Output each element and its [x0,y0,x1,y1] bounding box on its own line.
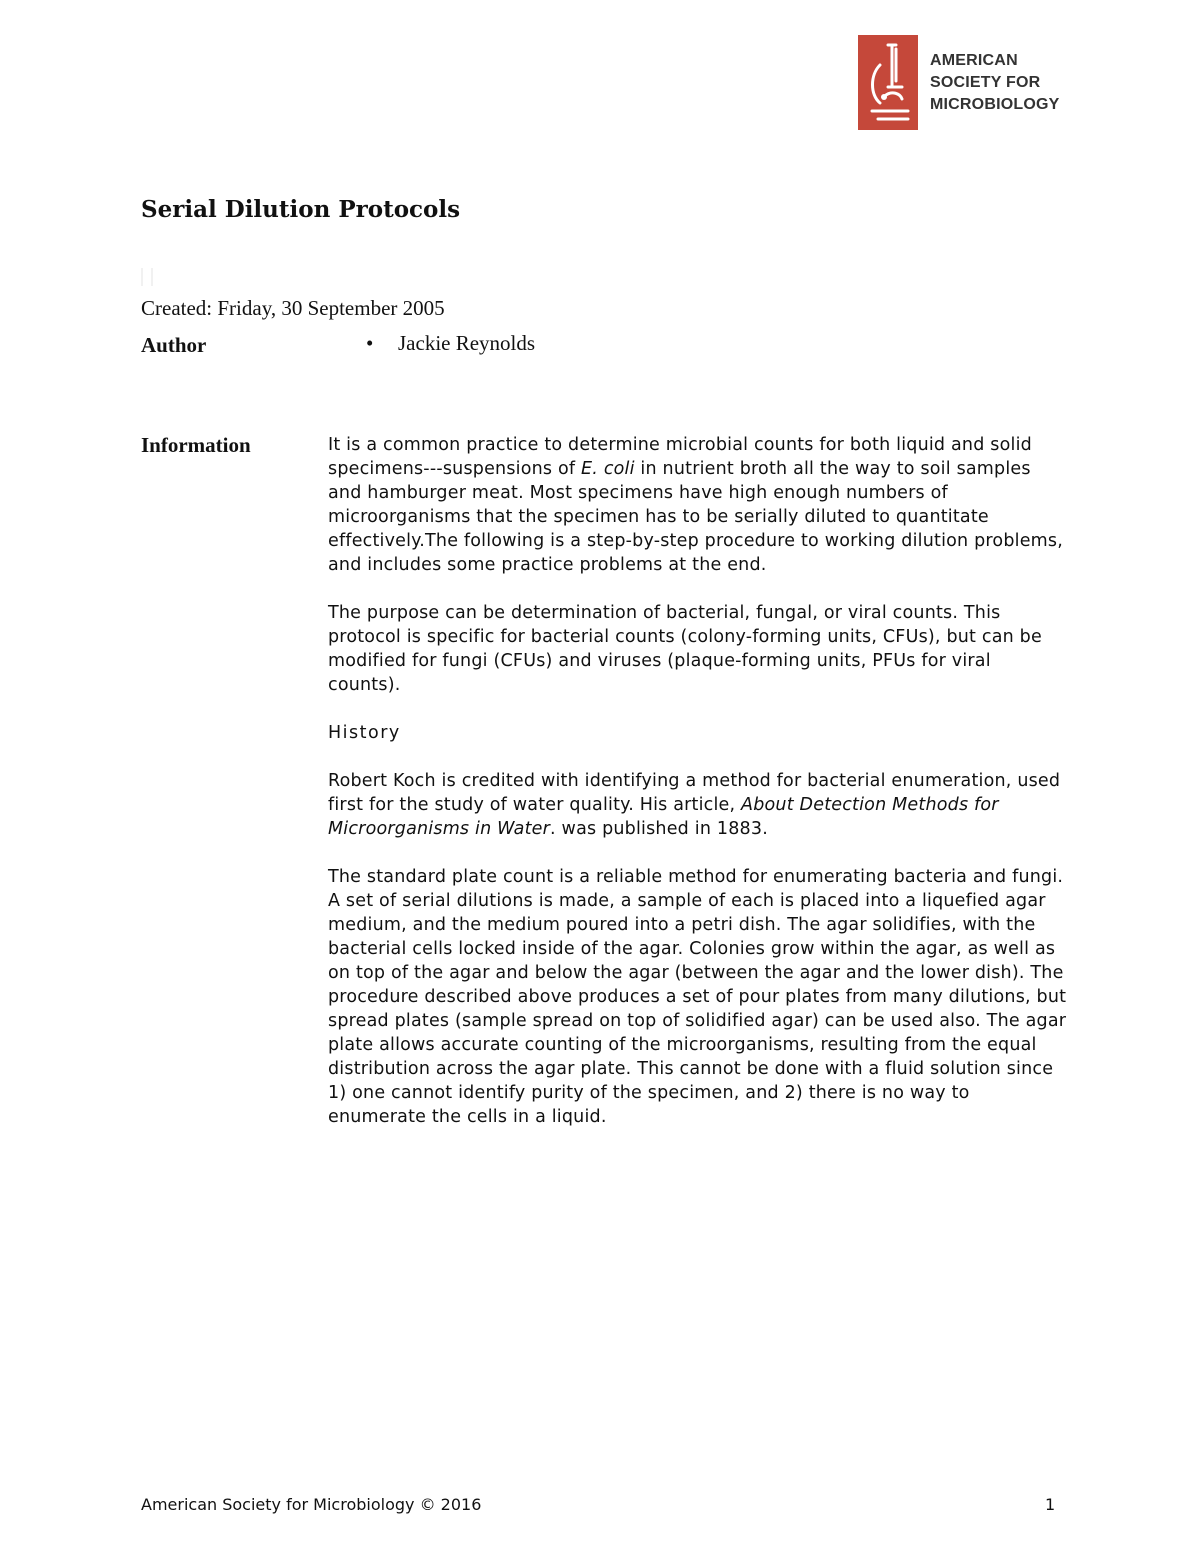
footer-page-number: 1 [1045,1495,1056,1514]
author-name: Jackie Reynolds [398,331,536,355]
empty-field-marker [141,268,153,286]
asm-logo [858,35,1060,130]
paragraph-history [328,769,1068,841]
document-title: Serial Dilution Protocols [141,196,461,223]
paragraph-intro-text-a: It is a common practice to determine microbial counts for both liquid and solid specimens---suspensions of [328,435,1032,479]
paragraph-intro-italic: E. coli [581,459,635,479]
author-item [366,330,535,356]
paragraph-history-text-a: Robert Koch is credited with identifying a method for bacterial enumeration, used first for the study of water quality. His article, [328,771,1061,815]
paragraph-history-italic: About Detection Methods for Microorganisms in Water [328,795,999,839]
created-date: Created: Friday, 30 September 2005 [141,296,445,320]
paragraph-intro-text-b: in nutrient broth all the way to soil samples and hamburger meat. Most specimens have high enough numbers of microorganisms that the specimen has to be serially diluted to quantitate effectively.The following is a step-by-step procedure to working dilution problems, and includes some practice problems at the end. [328,459,1063,575]
paragraph-purpose: The purpose can be determination of bacterial, fungal, or viral counts. This protocol is specific for bacterial counts (colony-forming units, CFUs), but can be modified for fungi (CFUs) and viruses (plaque-forming units, PFUs for viral counts). [328,603,1042,695]
logo-line-3: MICROBIOLOGY [930,95,1060,113]
logo-wordmark [930,50,1060,116]
logo-line-1: AMERICAN [930,51,1018,69]
information-content [328,433,1068,1153]
paragraph-plate-count: The standard plate count is a reliable method for enumerating bacteria and fungi. A set of serial dilutions is made, a sample of each is placed into a liquefied agar medium, and the medium poured into a petri dish. The agar solidifies, with the bacterial cells locked inside of the agar. Colonies grow within the agar, as well as on top of the agar and below the agar (between the agar and the lower dish). The procedure described above produces a set of pour plates from many dilutions, but spread plates (sample spread on top of solidified agar) can be used also. The agar plate allows accurate counting of the microorganisms, resulting from the equal distribution across the agar plate. This cannot be done with a fluid solution since 1) one cannot identify purity of the specimen, and 2) there is no way to enumerate the cells in a liquid. [328,867,1067,1127]
paragraph-intro [328,433,1068,577]
author-label: Author [141,333,207,357]
history-heading: History [328,723,401,743]
paragraph-history-text-b: . was published in 1883. [550,819,768,839]
microscope-logo-icon [858,35,918,130]
footer-copyright: American Society for Microbiology © 2016 [141,1495,482,1514]
information-label: Information [141,433,251,457]
logo-line-2: SOCIETY FOR [930,73,1041,91]
author-list [366,330,535,356]
